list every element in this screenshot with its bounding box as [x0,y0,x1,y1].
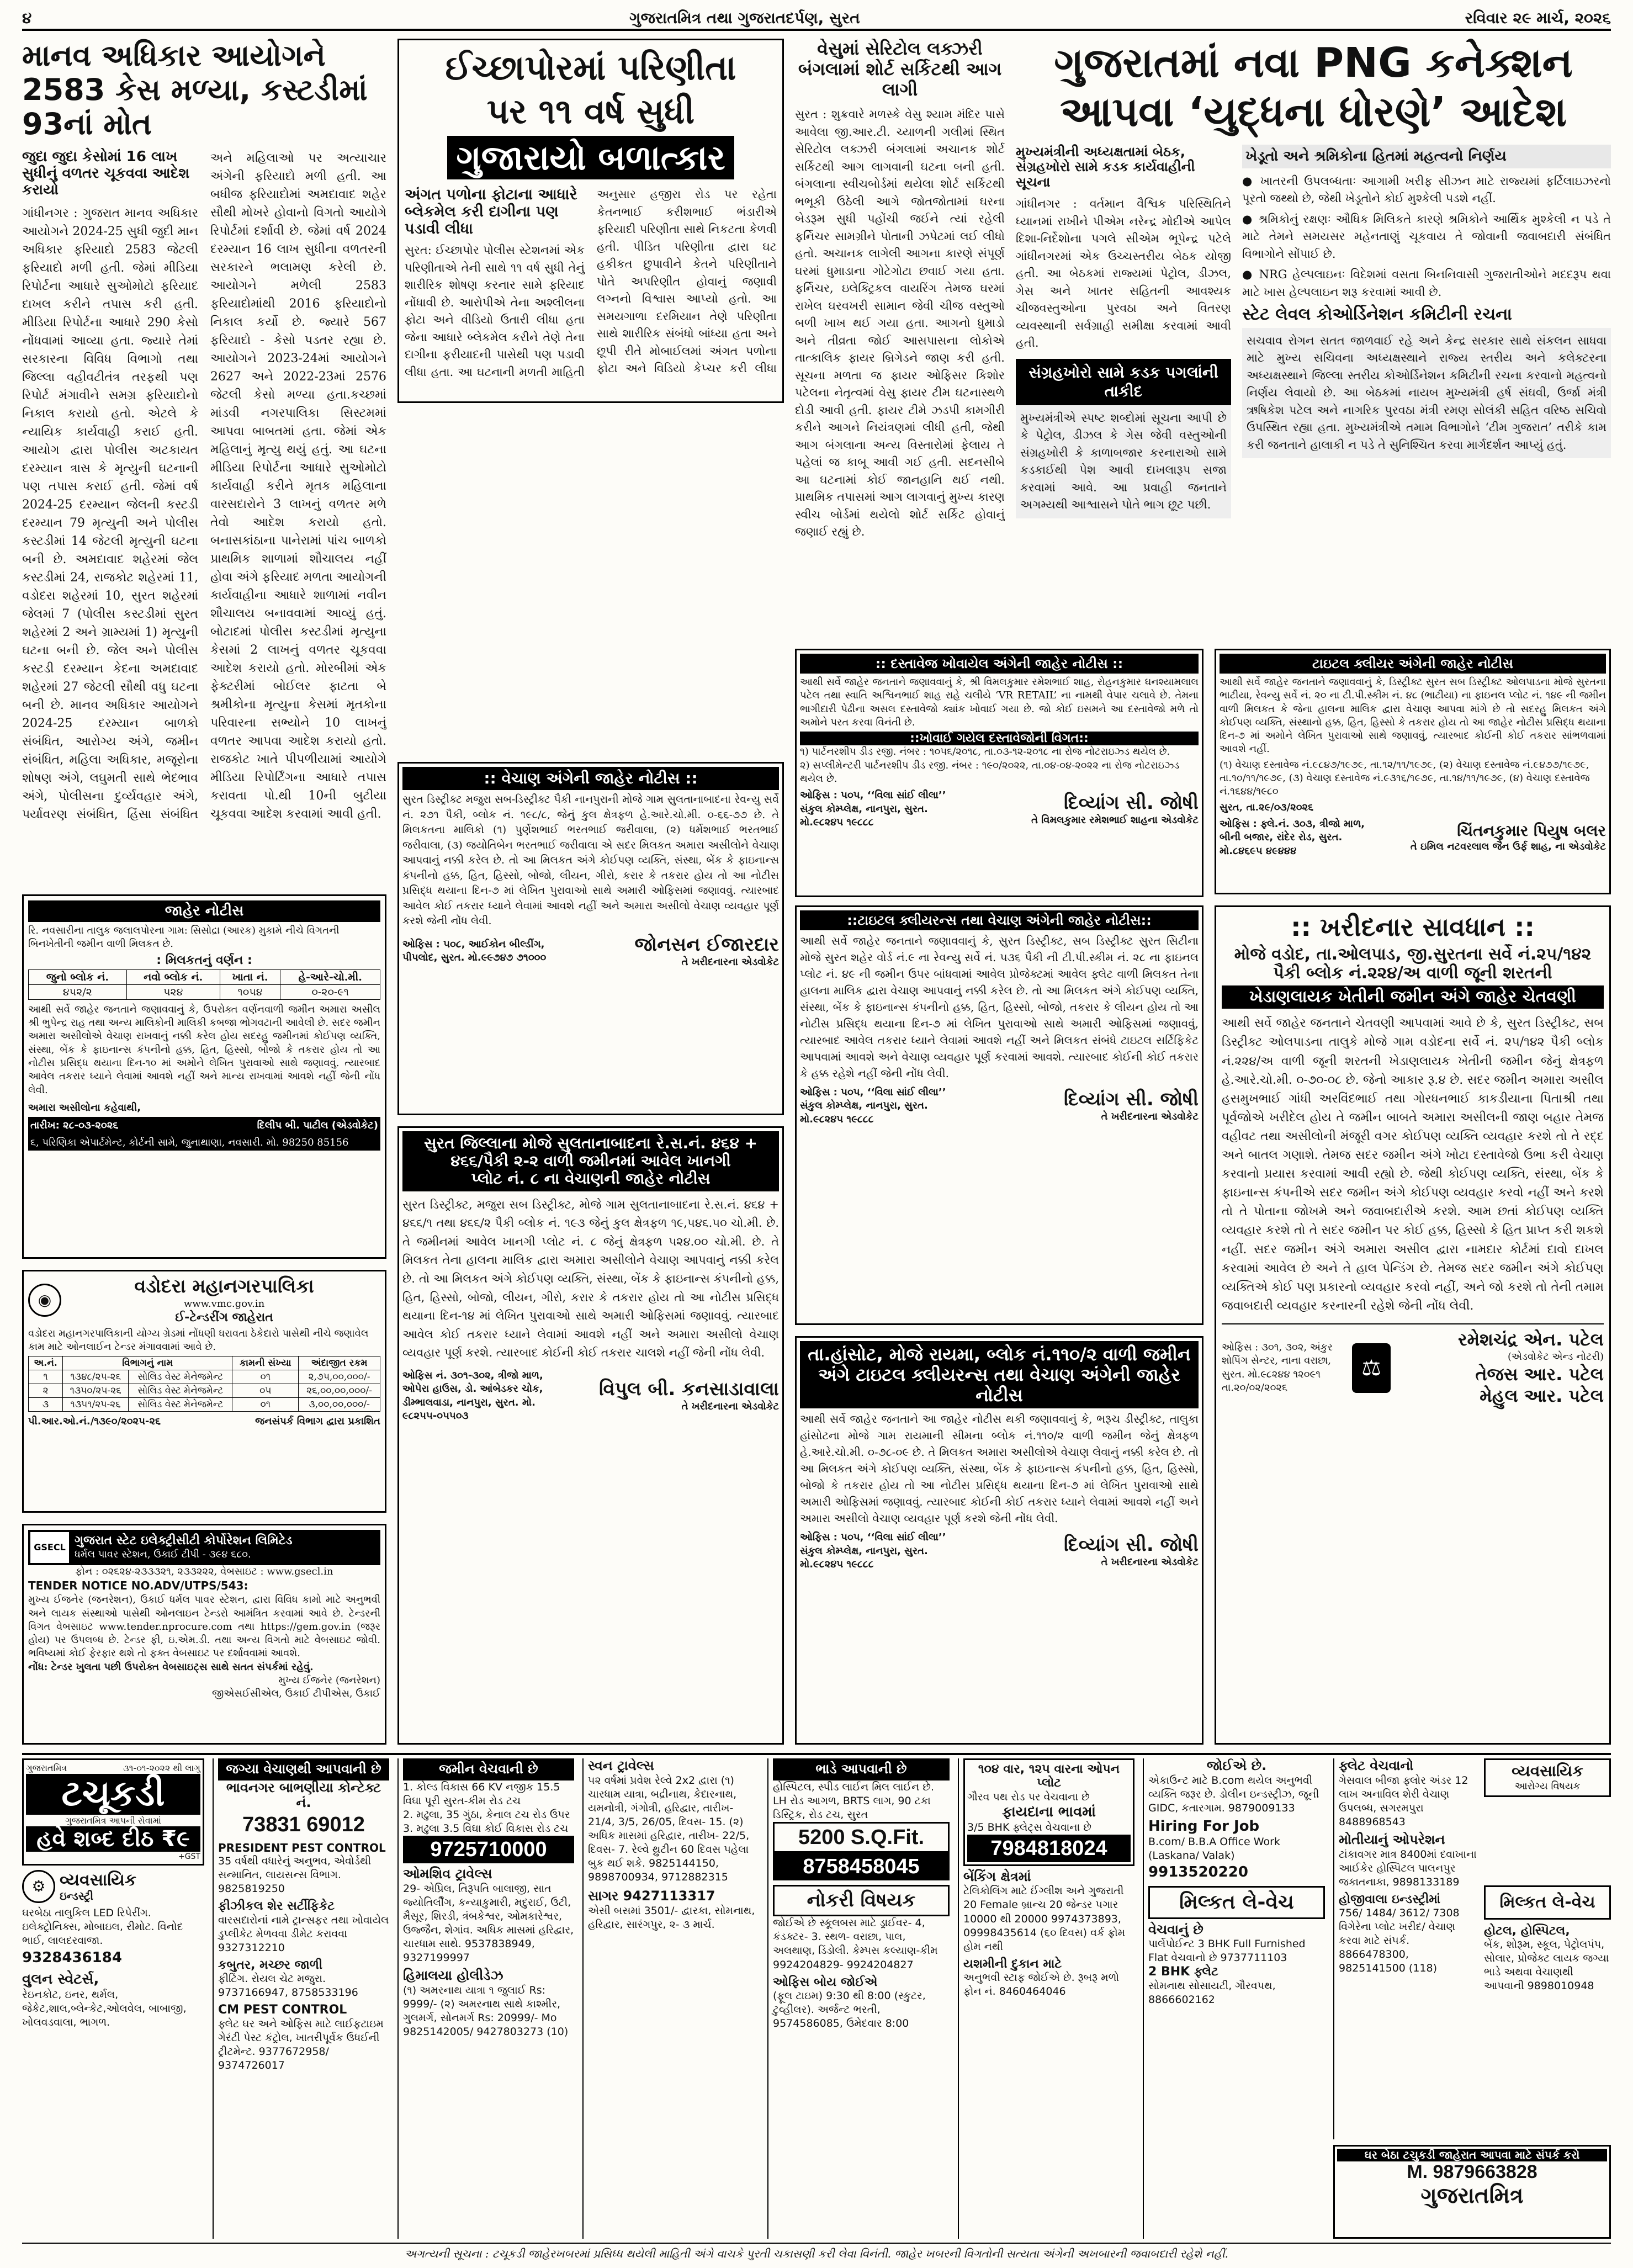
doc-item: ૧) પાર્ટનરશીપ ડીડ રજી. નંબર : ૧૦૫૬/૨૦૧૮, તા.૦૩-૧૨-૨૦૧૮ ના રોજ નોટરાઇઝ્ડ થયેલ છે. [800,746,1170,758]
ad-body: એસી બસમાં 3501/- દ્વારકા, સોમનાથ, હરિદ્વાર, સારંગપુર, ૨- ૩ માર્ચ. [588,1904,755,1931]
table-cell: ૧૩૫૧/૨૫-૨૬ [63,1398,129,1412]
advocate-desig: તે ખરીદનારના એડવોકેટ [681,1401,779,1413]
ad-title: કબુતર, મચ્છર જાળી [218,1958,323,1972]
ad-title: જગ્યા વેચાણથી આપવાની છે [218,1758,389,1781]
notice-raiya-land [795,1336,1203,1745]
headline-line: પર ૧૧ વર્ષ સુધી [486,91,695,132]
notice-title: :: વેચાણ અંગેની જાહેર નોટીસ :: [402,767,779,790]
advocate-desig: તે વિમલકુમાર રમેશભાઈ શાહના એડવોકેટ [1031,814,1199,826]
tender-table [28,1356,380,1412]
advocate-name: દિવ્યાંગ સી. જોષી [1064,1088,1199,1111]
table-cell: ૨ [29,1384,63,1398]
brand-logo: ગુજરાતમિત્ર [1420,2183,1524,2208]
bullet: ● NRG હેલ્પલાઇનઃ વિદેશમાં વસતા બિનનિવાસી ગુજરાતીઓને મદદરૂપ થવા માટે ખાસ હેલ્પલાઇન શરૂ કરવામાં આવી છે. [1242,268,1611,299]
story-body-2: સચવાવ રોગન સતત જાળવાઈ રહે અને કેન્દ્ર સરકાર સાથે સંકલન સાધવા માટે મુખ્ય સચિવના અધ્યક્ષસ્થાને રાજ્ય સ્તરીય અને કલેક્ટરના અધ્યક્ષસ્થાને જિલ્લા સ્તરીય કોઓર્ડિનેશન કમિટીની રચના કરવાનો મહત્વનો નિર્ણય લેવાયો છે. આ બેઠકમાં નાયબ મુખ્યમંત્રી હર્ષ સંઘવી, ઉર્જા મંત્રી ઋષિકેશ પટેલ અને નાગરિક પુરવઠા મંત્રી રમણ સોલંકી સહિત વરિષ્ઠ સચિવો ઉપસ્થિત રહ્યા હતા. મુખ્યમંત્રીએ તમામ વિભાગોને ‘ટીમ ગુજરાત’ તરીકે કામ કરી જનતાને હાલાકી ન પડે તે સુનિશ્ચિત કરવા માર્ગદર્શન આપ્યું હતું. [1242,328,1611,459]
ad-title: બેંકિંગ ક્ષેત્રમાં [963,1868,1031,1884]
ad-body: B.com/ B.B.A Office Work (Laskana/ Valak) [1148,1835,1280,1862]
ad-title: ઓમશિવ ટ્રાવેલ્સ [403,1866,492,1882]
ad-title: હોટલ, હોસ્પિટલ, [1484,1923,1570,1938]
paper-name: ગુજરાતમિત્ર તથા ગુજરાતદર્પણ, સુરત [629,9,860,27]
ad-body: ગેસવાલ બીજા ફ્લોર અંડર 12 લાખ અનાવિલ શેરી વેચાણ ઉપલબ્ધ, સગરમપુરા 8488968543 [1339,1774,1468,1828]
notice-office: ઓફિસ : ફ્લે.નં. ૩૦૩, ત્રીજો માળ, બીની બજાર, રાંદેર રોડ, સુરત. મો.૮૪૬૯૫ ૪૯૪૪૪ [1220,818,1365,857]
headline-line: ઈચ્છાપોરમાં પરિણીતા [445,47,736,88]
story-kicker: અંગત પળોના ફોટાના આધારે બ્લેકમેલ કરી દાગીના પણ પડાવી લીધા [405,186,577,238]
ad-title: જોઈએ છે. [1206,1758,1267,1773]
classified-col [1143,1758,1325,2239]
classified-col [582,1758,759,2239]
org-phone: ફોન : ૦૨૬૨૪-૨૩૩૩૨૧, ૨૩૩૨૨૨, વેબસાઇટ : www.gsecl.in [75,1566,333,1577]
notice-sale-1 [397,762,784,1115]
pro-dept: જનસંપર્ક વિભાગ દ્વારા પ્રકાશિત [255,1416,380,1428]
bullet-list [1242,173,1611,301]
ad-phone: 9913520220 [1148,1863,1248,1880]
notice-office: ઓફિસ : ૫૦૫, ‘‘વિલા સાંઈ લીલા’’ સંકુલ કોમ્પ્લેક્ષ, નાનપુરા, સુરત. મો.૯૮૨૪૫ ૧૯૮૮૮ [800,1532,946,1570]
tukdi-price: હવે શબ્દ દીઠ ₹૯ [26,1826,200,1852]
category-sub: આરોગ્ય વિષયક [1514,1781,1581,1793]
table-cell: ૩,૦૦,૦૦,૦૦૦/- [299,1398,380,1412]
box-title: સંગ્રહખોરો સામે કડક પગલાંની તાકીદ [1016,359,1231,405]
ad-title: મોતીયાનું ઓપરેશન [1339,1831,1445,1847]
advocate-name: મેહુલ આર. પટેલ [1480,1385,1604,1407]
title-line: સુરત જિલ્લાના મોજે સુલતાનાબાદના રે.સ.નં. ૪૬૪ + [423,1134,758,1152]
ad-body: ટેલિકોલિંગ માટે ઈંગ્લીશ અને ગુજરાતી 20 Female બ્રાન્ચ 20 જેન્ડર પગાર 10000 થી 20000 9974373893, 09998435614 (૬૦ દિવસ) વર્ક ફ્રોમ હોમ નથી [963,1885,1126,1953]
ad-body: હોસ્પિટલ, સ્પીડ લાઈન મિલ લાઈન છે. LH રોડ આગળ, BRTS લાગ, 90 ટકા ડિસ્ટ્રિક, રોડ ટચ, સુરત [773,1781,935,1821]
ad-title: વેચવાનું છે [1148,1921,1203,1937]
classified-col [1333,1758,1611,2139]
notice-public [22,894,386,1259]
advocate-desig: તે ખરીદનારના એડવોકેટ [1101,1111,1199,1123]
notice-office: ઓફિસ : ૩૦૧, ૩૦૨, અંકુર શોપિંગ સેન્ટર, નાના વરાછા, સુરત. મો.૯૮૨૪૪ ૧૨૦૯૧ તા.૨૦/૦૨/૨૦૨૬ [1222,1341,1333,1393]
ad-title: જમીન વેચવાની છે [403,1758,574,1781]
advocate-name: દિલીપ બી. પાટીલ (એડવોકેટ) [257,1120,378,1132]
notice-title: જાહેર નોટીસ [28,900,380,922]
ad-phone: 73831 69012 [242,1813,365,1836]
doc-item: ૨) સપ્લીમેન્ટરી પાર્ટનરશીપ ડીડ રજી. નંબર : ૧૯૦/૨૦૨૨, તા.૦૪-૦૪-૨૦૨૨ ના રોજ નોટરાઇઝ્ડ થયેલ છે. [800,759,1180,785]
ad-body: જોઈએ છે સ્કૂલબસ માટે ડ્રાઈવર- 4, કંડક્ટર- 3. સ્થળ- વરાછા, પાલ, અલથાણ, ડિંડોલી. કેમ્પસ કલ્યાણ-કીમ 9924204829- 9924204827 [773,1917,938,1971]
ad-title: હોજીવાલા ઇન્ડસ્ટ્રીમાં [1339,1892,1441,1906]
ad-title: સાગર 9427113317 [588,1888,715,1904]
ad-body: (ફૂલ ટાઇમ) 9:30 થી 8:00 (સ્કુટર, ટુવ્હીલર). અર્જન્ટ ભરતી, 9574586085, ઉમેદવાર 8:00 [773,1989,926,2030]
notice-body: આથી સર્વે જાહેર જનતાને જણાવવાનું કે, ડિસ્ટ્રીક્ટ સુરત સબ ડિસ્ટ્રીક્ટ ઓલપાડના મોજે સુરતના ભાટીયા, રેવન્યુ સર્વે નં. ૨૦ ના ટી.પી.સ્કીમ નં. ૪૮ (ભાટીયા) ના ફાઇનલ પ્લોટ નં. ૧૪૯ ની જમીન વાળી મિલકત કે જેના હાલના માલિક દ્વારા વેચાણ આપવા માંગે છે તો સદરહુ મિલકત અંગે કોઈપણ વ્યક્તિ, સંસ્થાનો હક્ક, હિત, હિસ્સો કે તકરાર હોય તો આ જાહેર નોટીસ પ્રસિદ્ધ થયાના દિન-૭ માં અમોને લેખિત પુરાવાઓ સાથે જણાવવું, ત્યારબાદ કોઈની કોઈ તકરાર સાંભળવામાં આવશે નહીં. [1220,676,1606,755]
tender-body: મુખ્ય ઈજનેર (જનરેશન), ઉકાઈ ધર્મલ પાવર સ્ટેશન, દ્વારા વિવિધ કામો માટે અનુભવી અને લાયક સંસ્થાઓ પાસેથી ઓનલાઇન ટેન્ડરો આમંત્રિત કરવામાં આવે છે. ટેન્ડરની વિગત વેબસાઇટ www.tender.nprocure.com તથા https://gem.gov.in (જરૂર હોય) પર ઉપલબ્ધ છે. ટેન્ડર ફી, ઇ.એમ.ડી. તથા અન્ય વિગતો માટે વેબસાઇટ જોવી. ભવિષ્યમાં કોઈ ફેરફાર થશે તો ફક્ત વેબસાઇટ પર દર્શાવવામાં આવશે. [28,1594,380,1660]
category-title: વ્યવસાયિક [60,1870,136,1890]
tukdi-tag: ગુજરાતમિત્ર આપની સેવામાં [65,1815,161,1826]
col-header: જુનો બ્લોક નં. [29,969,127,984]
notice-title-clearance [795,905,1203,1325]
ad-title: ફ્લેટ વેચવાનો [1339,1758,1414,1773]
category-title: નોકરી વિષયક [773,1885,950,1916]
ad-body: 35 વર્ષથી વધારેનું અનુભવ, એવોર્ડથી સન્માનિત, લાયસન્સ વિભાગ. 9825819250 [218,1855,372,1895]
table-cell: ૩ [29,1398,63,1412]
notice-body: આથી સર્વે જાહેર જનતાને ચેતવણી આપવામાં આવે છે કે, સુરત ડિસ્ટ્રીક્ટ, સબ ડિસ્ટ્રીક્ટ ઓલપાડના તાલુકે મોજે ગામ વડોદના સર્વે નં. ૨૫/૧૪૨ પૈકી બ્લોક નં.૨૨૪/અ વાળી જૂની શરતની ખેડાણલાયક ખેતીની જમીન જેનું ક્ષેત્રફળ હે.આરે.ચો.મી. ૦-૭૦-૦૮ છે. જેનો આકાર રૂ.૪ છે. સદર જમીન અમારા અસીલ હસમુખભાઈ ગાંધી અરવિંદભાઈ તથા ગોરધનભાઈ કાકડીયાના પિતાશ્રી તથા પૂર્વજોએ ખરીદેલ હોય તે જમીન બાબતે અમારા અસીલની જાણ બહાર તેમજ વહીવટ તથા અસીલોની મંજૂરી વગર કોઈપણ વ્યક્તિ વ્યવહાર કરશે તો તે રદ્દ અને બાતલ ગણાશે. તેમજ સદર જમીન અંગે ખોટા દસ્તાવેજો ઉભા કરી વેચાણ કરવાનો પ્રયાસ કરવામાં આવી રહ્યો છે. જેથી કોઈપણ વ્યક્તિ, સંસ્થા, બેંક કે ફાઇનાન્સ કંપનીએ સદર જમીન અંગે કોઈપણ વ્યવહાર કરવો નહીં અને કરશે તો તે પોતાના જોખમે અને જવાબદારીએ કરશે. આમ છતાં કોઈપણ વ્યક્તિ વ્યવહાર કરશે તો તે સદર જમીન પર કોઈ હક્ક, હિસ્સો કે હિત પ્રાપ્ત કરી શકશે નહીં. સદર જમીન અંગે અમારા અસીલ દ્વારા નામદાર કોર્ટમાં દાવો દાખલ કરવામાં આવેલ છે અને તે હાલ પેન્ડિંગ છે. તેમજ સદર જમીન અંગે કોઈપણ વ્યક્તિએ કોઈ પણ પ્રકારનો વ્યવહાર કરવો નહીં, અને જો કરશે તો તેની તમામ જવાબદારી વ્યવહાર કરનારની રહેશે જેની નોંધ લેવી. [1222,1016,1604,1313]
pro-number: પી.આર.ઓ.નં./૧૩૯૦/૨૦૨૫-૨૬ [28,1416,161,1428]
ad-phone: 9725710000 [403,1836,574,1863]
category-sub: ઇન્ડસ્ટ્રી [60,1889,94,1903]
table-cell: ૨૬,૦૦,૦૦,૦૦૦/- [299,1384,380,1398]
story-png [1016,39,1611,640]
notice-title: તા.હાંસોટ, મોજે રાયમા, બ્લોક નં.૧૧૦/૨ વાળી જમીન અંગે ટાઇટલ ક્લીયરન્સ તથા વેચાણ અંગેની જાહેર નોટીસ [800,1341,1199,1408]
notice-intro: રિ. નવસારીના તાલુક જલાલપોરના ગામ: સિસોદ્રા (આરક) મુકામે નીચે વિગતની બિનખેતીની જમીન વાળી મિલકત છે. [28,925,340,950]
story-human-rights [22,39,386,883]
col-header: હે-આરે-ચો.મી. [280,969,380,984]
notice-date: સુરત, તા.૨૯/૦૩/૨૦૨૬ [1220,801,1314,813]
story-headline: ગુજરાતમાં નવા PNG કનેક્શન આપવા ‘યુદ્ધના ધોરણે’ આદેશ [1054,39,1573,136]
vmc-emblem-icon: ◉ [28,1284,61,1317]
ad-phone: 9328436184 [22,1949,122,1966]
ad-body: ટાંકાવગર માત્ર 8400માં દવાખાના આઈકેર હોસ્પિટલ પાલનપુર જકાતનાકા, 9898133189 [1339,1848,1477,1888]
table-cell: ૧૩૪૮/૨૫-૨૬ [63,1370,129,1384]
ad-body: વારસદારોનાં નામે ટ્રાન્સફર તથા ખોવાયેલ ડુપ્લીકેટ મેળવવા ડીમેટ કરાવવા 9327312210 [218,1914,389,1954]
ad-body: ઘરબેઠા તાલુકિલ LED રિપેરીંગ. ઇલેક્ટ્રોનિક્સ, મોબાઇલ, રીમોટ. વિનોદ ભાઈ, લાલદરવાજા. [22,1907,183,1947]
ad-phone: 8758458045 [773,1853,950,1880]
notice-office: ઓફિસ : ૫૦૫, ‘‘વિલા સાંઈ લીલા’’ સંકુલ કોમ્પ્લેક્ષ, નાનપુરા, સુરત. મો.૯૮૨૪૫ ૧૯૮૮૮ [800,789,946,828]
notice-body: આથી સર્વે જાહેર જનતાને આ જાહેર નોટીસ થકી જણાવવાનું કે, ભરૂચ ડીસ્ટ્રીક્ટ, તાલુકા હાંસોટના મોજે ગામ રાયમાની સીમના બ્લોક નં.૧૧૦/૨ વાળી જમીન જેનું ક્ષેત્રફળ હે.આરે.ચો.મી. ૦-૭૮-૦૯ છે. તે મિલકત અમારા અસીલોએ વેચાણ લેવાનું નક્કી કરેલ છે. તો આ મિલકત અંગે કોઈપણ વ્યક્તિ, સંસ્થા, બેંક કે ફાઇનાન્સ કંપનીનો હક્ક, હિત, હિસ્સો, બોજો કે તકરાર હોય તો આ નોટીસ પ્રસિદ્ધ થયાના દિન-૭ માં લેખિત પુરાવાઓ સાથે અમારી ઓફિસમાં જણાવવું. ત્યારબાદ કોઈની કોઈ તકરાર ધ્યાને લેવામાં આવશે નહીં અને અમારા અસીલો વેચાણ વ્યવહાર પૂર્ણ કરશે જેની નોંધ લેવી. [800,1412,1199,1525]
ad-sub: 2 BHK ફ્લેટ [1148,1965,1218,1979]
ad-body: ફીટિંગ. રોયલ ચેટ મજુરા. 9737166947, 8758533196 [218,1973,358,1999]
ad-phone: M. 9879663828 [1407,2161,1537,2182]
category-badge [22,1870,204,1903]
org-url[interactable]: www.vmc.gov.in [183,1298,265,1310]
ad-item: 1. કોલ્ડ વિકાસ 66 KV નજીક 15.5 વિઘા પૂરી સુરત-કીમ રોડ ટચ [403,1781,560,1807]
story-headline: વેસુમાં સેરિટોલ લક્ઝરી બંગલામાં શોર્ટ સર્કિટથી આગ લાગી [798,39,1002,100]
col-header: ખાતા નં. [220,969,280,984]
bullet-text: ખાતરની ઉપલબ્ધતાઃ આગામી ખરીફ સીઝન માટે રાજ્યમાં ફર્ટિલાઇઝરનો પૂરતો જથ્થો છે, જેથી ખેડૂતોને કોઈ મુશ્કેલી પડશે નહીં. [1242,174,1611,205]
notice-body: આથી સર્વે જાહેર જનતાને જણાવવાનું કે, ઉપરોક્ત વર્ણનવાળી જમીન અમારા અસીલ શ્રી ભુપેન્દ્ર રાહ તથા અન્ય માલિકોની માલિકી કબજા ભોગવટાની આવેલી છે. સદર જમીન અમારા અસીલોએ વેચાણ રાખવાનું નક્કી કરેલ હોય સદરહુ જમીનમાં કોઈપણ વ્યક્તિ, સંસ્થા, બેંક કે ફાઇનાન્સ કંપનીનો હક્ક, હિત, હિસ્સો, બોજો કે તકરાર હોય તો આ નોટીસ પ્રસિદ્ધ થયાના દિન-૧૦ માં અમોને લેખિત પુરાવાઓ સાથે જણાવવું. ત્યારબાદ આવેલ તકરાર ધ્યાને લેવામાં આવશે નહીં અને માન્ય રાખવામાં આવશે નહીં જેની નોંધ લેવી. [28,1003,380,1096]
notice-body: આથી સર્વે જાહેર જનતાને જણાવવાનું કે, શ્રી વિમલકુમાર રમેશભાઈ શાહ, રોહનકુમાર ઘનશ્યામલાલ પટેલ તથા સ્વાતિ અશ્વિનભાઈ શાહ રાહે ચલીયે ‘VR RETAIL’ ના નામથી વેપાર ચલાવે છે. તેમના ભાગીદારી પેઢીના અસલ દસ્તાવેજો ક્યાંક ખોવાઈ ગયા છે. જો કોઈ ઇસમને આ દસ્તાવેજો મળે તો અમોને પરત કરવા વિનંતી છે. [800,676,1199,728]
gear-icon: ⚙ [22,1870,55,1903]
col-header: અ.નં. [29,1356,63,1370]
table-row [29,1398,380,1412]
subhead: સ્ટેટ લેવલ કોઓર્ડિનેશન કમિટીની રચના [1242,305,1512,325]
ad-title: હિમાલયા હોલીડેઝ [403,1968,503,1984]
ad-phone: 7984818024 [967,1835,1131,1862]
ad-body: બેંક, શોરૂમ, સ્કૂલ, પેટ્રોલપંપ, સોલાર, પ્રોજેક્ટ લાયક જગ્યા ભાડે અથવા વેચાણથી આપવાની 9898010948 [1484,1938,1609,1993]
story-vesu-fire [795,39,1005,640]
notice-office: ઓફિસ : ૫૦૫, ‘‘વિલા સાંઈ લીલા’’ સંકુલ કોમ્પ્લેક્ષ, નાનપુરા, સુરત. મો.૯૮૨૪૫ ૧૯૮૮૮ [800,1087,946,1125]
advocate-desig: તે ઇમિલ નટવરલાલ જૈન ઉર્ફ શાહ, ના એડવોકેટ [1410,841,1606,853]
milkat-badge [1484,1885,1611,1920]
headline-line: ગુજારાયો બળાત્કાર [447,136,734,179]
table-row [29,1370,380,1384]
ad-body: પાર્લેપોઈન્ટ 3 BHK Full Furnished Flat વેચવાનો છે 9737711103 [1148,1938,1306,1964]
table-cell: ૧ [29,1370,63,1384]
notice-body: સુરત ડિસ્ટ્રીક્ટ મજુરા સબ-ડિસ્ટ્રીક્ટ પૈકી નાનપુરાની મોજે ગામ સુલતાનાબાદના રેવન્યુ સર્વે નં. ૨૭૧ પૈકી, બ્લોક નં. ૧૯૮/૮, જેનું કુલ ક્ષેત્રફળ હે.આરે.ચો.મી. ૦-૬૬-૭૭ છે. તે મિલકતના માલિકો (૧) પુર્ણેશભાઈ ભરતભાઈ જરીવાલા, (૨) ધર્મેશભાઈ ભરતભાઈ જરીવાલા, (૩) જયોતિબેન ભરતભાઈ જરીવાલા એ સદર મિલકત અમારા અસીલોને વેચાણ આપવાનું નક્કી કરેલ છે. તો આ મિલકત અંગે કોઈપણ વ્યક્તિ, સંસ્થા, બેંક કે ફાઇનાન્સ કંપનીનો હક્ક, હિત, હિસ્સો, બોજો, લીયન, ગીરો, કરાર કે તકરાર હોય તો આ નોટીસ પ્રસિદ્ધ થયાના દિન-૭ માં લેખિત પુરાવાઓ સાથે અમારી ઓફિસમાં જણાવવું. ત્યારબાદ આવેલ કોઈ તકરાર ધ્યાને લેવામાં આવશે નહીં અને અમારા અસીલો વેચાણ વ્યવહાર પૂર્ણ કરશે જેની નોંધ લેવી. [402,793,779,928]
ad-title: સ્વન ટ્રાવેલ્સ [588,1758,654,1773]
category-badge [1484,1758,1611,1797]
notice-sub: ઈ-ટેન્ડરીંગ જાહેરાત [175,1311,273,1325]
ad-body: ૫૨ વર્ષમાં પ્રવેશ રેલ્વે 2x2 દ્વારા (૧) ચારધામ યાત્રા, બદ્રીનાથ, કેદારનાથ, યમનોત્રી, ગંગોત્રી, હરિદ્વાર, તારીખ- 21/4, 3/5, 26/05, દિવસ- 15. (૨) અધિક માસમાં હરિદ્વાર, તારીખ- 22/5, દિવસ- 7. રેલ્વે થ્રુટીન 60 દિવસ પહેલા બુક થઈ શકે. 9825144150, 9898700934, 9712882315 [588,1774,750,1884]
col-header: અંદાજીત રકમ [299,1356,380,1370]
ad-body: સોમનાથ સોસાયટી, ગૌરવપથ, 8866602162 [1148,1979,1276,2006]
ad-title: CM PEST CONTROL [218,2003,347,2017]
ad-title: ભાડે આપવાની છે [773,1758,950,1781]
classified-col [22,1758,204,2239]
advocate-name: ચિંતનકુમાર પિયુષ બલર [1457,822,1606,840]
ad-title: Hiring For Job [1148,1817,1260,1835]
notice-lost-documents [795,649,1203,897]
advocate-name: વિપુલ બી. કનસાડાવાલા [599,1378,779,1401]
notice-title-clear [1215,649,1611,894]
advocate-name: રમેશચંદ્ર એન. પટેલ [1458,1328,1604,1350]
tukdi-gst: +GST [178,1852,200,1861]
ad-body: 29- એપ્રિલ, તિરૂપતિ બાલાજી, સાત જ્યોતિર્લીંગ, કન્યાકુમારી, મદુરાઈ, ઉટી, મૈસૂર, શિરડી, ત્રંબકેશ્વર, ઓમકારેશ્વર, ઉજ્જૈન, શેગાંવ. અધિક માસમાં હરિદ્વાર, ચારધામ સાથે. 9537838949, 9327199997 [403,1882,574,1964]
org-name: વડોદરા મહાનગરપાલિકા [134,1275,314,1297]
tender-number: TENDER NOTICE NO.ADV/UTPS/543: [28,1579,248,1593]
notice-sub: અમારા અસીલોના કહેવાથી, [28,1101,141,1114]
table-cell: સોલિડ વેસ્ટ મેનેજમેન્ટ [129,1384,232,1398]
classified-col [958,1758,1134,2239]
notice-sub: મોજે વડોદ, તા.ઓલપાડ, જી.સુરતના સર્વે નં.૨૫/૧૪૨ [1234,944,1592,964]
classifieds-section [22,1753,1611,2239]
advocate-name: જોનસન ઈજારદાર [634,933,779,956]
ad-body: રેઇનકોટ, ઇનર, થર્મલ, જેકેટ,શાલ,બ્લેન્કેટ,ઓલવેલ, બાબાજી, ખોલવડવાલા, ભાગળ. [22,1988,187,2028]
story-headline [405,46,777,179]
notice-office: ૬, પરિણિકા એપાર્ટમેન્ટ, કોર્ટની સામે, જુનાથાણા, નવસારી. મો. 98250 85156 [28,1135,380,1151]
property-table [28,969,380,1000]
ad-sub: ફાયદાના ભાવમાં [1001,1803,1096,1820]
list-title: ::ખોવાઈ ગયેલ દસ્તાવેજોની વિગત:: [800,732,1199,745]
title-line: પ્લોટ નં. ૮ ના વેચાણની જાહેર નોટીસ [471,1169,711,1188]
story-body: સુરત : શુક્રવારે મળસ્કે વેસુ શ્યામ મંદિર પાસે આવેલા જી.આર.ટી. ચ્યાળની ગલીમાં સ્થિત સેરિટોલ લક્ઝરી બંગલામાં અચાનક શોર્ટ સર્કિટથી આગ લાગવાની ઘટના બની હતી. બંગલાના સ્વીચબોર્ડમાં થયેલા શોર્ટ સર્કિટથી ભભૂકી ઉઠેલી આગે જોતજોતામાં ઘરના બેડરૂમ સુધી પહોંચી જઈને ત્યાં રહેલી ફર્નિચર સામગ્રીને પોતાની ઝપેટમાં લઈ લીધો હતો. અચાનક લાગેલી આગના કારણે સંપૂર્ણ ઘરમાં ધુમાડાના ગોટેગોટા છવાઈ ગયા હતા. ફર્નિચર, ઇલેક્ટ્રિકલ વાયરિંગ તેમજ ઘરમાં રાખેલ ઘરવખરી સામાન જેવી ચીજ વસ્તુઓ બળી ખાખ થઈ ગયા હતા. આગનો ધુમાડો અને તીવ્રતા જોઈ આસપાસના લોકોએ તાત્કાલિક ફાયર બ્રિગેડને જાણ કરી હતી. સૂચના મળતા જ ફાયર ઓફિસર કિશોર પટેલના નેતૃત્વમાં વેસુ ફાયર ટીમ ઘટનાસ્થળે દોડી આવી હતી. ફાયર ટીમે ઝડપી કામગીરી કરીને આગને નિયંત્રણમાં લીધી હતી, જેથી આગ બંગલાના અન્ય વિસ્તારોમાં ફેલાય તે પહેલાં જ કાબૂ આવી ગઈ હતી. સદનસીબે આ ઘટનામાં કોઈ જાનહાનિ થઈ નથી. પ્રાથમિક તપાસમાં આગ લાગવાનું મુખ્ય કારણ સ્વીચ બોર્ડમાં થયેલો શોર્ટ સર્કિટ હોવાનું જણાઈ રહ્યું છે. [795,108,1005,539]
gsecl-tender [22,1524,386,1745]
footer-note: અગત્યની સૂચના : ટચૂકડી જાહેરખબરમાં પ્રસિધ્ધ થયેલી માહિતી અંગે વાચકે પુરતી ચકાસણી કરી લેવા વિનંતી. જાહેર ખબરની વિગતોની સત્યતા અંગેની અખબારની જવાબદારી રહેશે નહીં. [22,2243,1611,2265]
gsecl-logo-icon: GSECL [30,1532,69,1563]
story-headline: માનવ અધિકાર આયોગને 2583 કેસ મળ્યા, કસ્ટડીમાં 93નાં મોત [22,39,368,142]
tender-sign-2: જીએસઈસીએલ, ઉકાઈ ટીપીએસ, ઉકાઈ [211,1688,380,1700]
table-cell: ૫૨૪ [126,984,220,999]
story-body: સુરત: ઈચ્છાપોર પોલીસ સ્ટેશનમાં એક પરિણીતાએ તેની સાથે ૧૧ વર્ષ સુધી તેનું શારીરિક શોષણ કરનાર સામે ફરિયાદ નોંધાવી છે. આરોપીએ તેના અશ્લીલના ફોટા અને વીડિયો ઉતારી લીધા હતા જેના આધારે બ્લેકમેલ કરીને તેણે તેના દાગીના ફરીયાદની પાસેથી પણ પડાવી લીધા હતા. આ ઘટનાની મળતી માહિતી અનુસાર હજીરા રોડ પર રહેતા કેતનભાઈ કરીશભાઈ ભંડારીએ ફરિયાદી પરિણીતા સાથે નિકટતા કેળવી હતી. પીડિત પરિણીતા દ્વારા ઘટ હકીકત છુપાવીને કેતને પરિણીતાને પોતે અપરિણીત હોવાનું જણાવી લગ્નનો વિશ્વાસ આપ્યો હતો. આ સમયગાળા દરમિયાન તેણે પરિણીતા સાથે શારીરિક સંબંધો બાંધ્યા હતા અને છૂપી રીતે મોબાઈલમાં અંગત પળોના ફોટા અને વિડિયો કેપ્ચર કરી લીધા [405,188,777,379]
table-cell: ૪૫૨/૨ [29,984,127,999]
table-cell: સોલિડ વેસ્ટ મેનેજમેન્ટ [129,1370,232,1384]
tender-sign: મુખ્ય ઈજનેર (જનરેશન) [278,1674,380,1687]
classified-col [397,1758,574,2239]
scale-logo-icon: ⚖ [1352,1343,1391,1393]
ad-body: ગૌરવ પથ રોડ પર વેચવાના છે [967,1790,1090,1803]
notice-buyer-beware [1215,905,1611,1745]
org-name: ગુજરાત સ્ટેટ ઇલેક્ટ્રીસીટી કોર્પોરેશન લિમિટેડ [75,1534,293,1548]
tukdi-title: ટચૂકડી [26,1774,200,1815]
tender-note: નોંધ: ટેન્ડર ખુલતા પછી ઉપરોક્ત વેબસાઇટ્સ સાથે સતત સંપર્કમાં રહેવું. [28,1661,314,1673]
ad-body: (૧) અમરનાથ યાત્રા ૧ જુલાઈ Rs: 9999/- (૨) અમરનાથ સાથે કાશ્મીર, ગુલમર્ગ, સોનમર્ગ Rs: 20999/- Mo 9825142005/ 9427803273 (10) [403,1984,569,2038]
advocate-name: દિવ્યાંગ સી. જોષી [1064,791,1199,814]
category-title: મિલ્કત લે-વેચ [1148,1886,1325,1919]
ad-title: ઓફિસ બોય જોઈએ [773,1975,878,1989]
col-header: નવો બ્લોક નં. [126,969,220,984]
notice-title: ટાઇટલ ક્લીયર અંગેની જાહેર નોટીસ [1220,654,1606,674]
advocate-desig: તે ખરીદનારના એડવોકેટ [681,956,779,968]
subhead: ખેડૂતો અને શ્રમિકોના હિતમાં મહત્વનો નિર્ણય [1242,145,1611,168]
notice-body: આથી સર્વે જાહેર જનતાને જણાવવાનું કે, સુરત ડિસ્ટ્રીક્ટ, સબ ડિસ્ટ્રીક્ટ સુરત સિટીના મોજે સુરત શહેર વોર્ડ નં.૯ ના રેવન્યુ સર્વે નં. ૫૩૬ પૈકી ની ટી.પી.સ્કીમ નં. ૨૮ ના ફાઇનલ પ્લોટ નં. ૪૯ ની જમીન ઉપર બાંધવામાં આવેલ પ્રોજેક્ટમાં આવેલ ફ્લેટ વાળી મિલકત તેના હાલના માલિક દ્વારા વેચાણ આપવાનું નક્કી કરેલ છે. તો આ મિલકત અંગે કોઈપણ વ્યક્તિ, સંસ્થા, બેંક કે ફાઇનાન્સ કંપનીનો હક્ક, હિત, હિસ્સો, બોજો, તકરાર કે લીયન હોય તો આ નોટીસ પ્રસિદ્ધ થયાના દિન-૭ માં લેખિત પુરાવાઓ સાથે અમારી ઓફિસમાં જણાવવું, ત્યારબાદ આવેલ તકરાર ધ્યાને લેવામાં આવશે નહીં અને મિલકત સંબંધે ટાઇટલ સર્ટિફિકેટ આપવામાં આવશે અને વેચાણ વ્યવહાર પૂર્ણ કરવામાં આવશે. ત્યારબાદ કોઈની કોઈ તકરાર કે હક્ક રહેશે નહીં જેની નોંધ લેવી. [800,934,1199,1080]
bullet: ● શ્રમિકોનું રક્ષણઃ ઔધિક મિલિકતે કારણે શ્રમિકોને આર્થિક મુશ્કેલી ન પડે તે માટે તેમને સમયસર મહેનતાણું ચૂકવાય તે જોવાની જવાબદારી સંબંધિત વિભાગોને સોંપાઈ છે. [1242,212,1611,261]
brand: ગુજરાતમિત્ર [26,1763,67,1773]
ad-body: અનુભવી સ્ટાફ જોઈએ છે. રૂબરૂ મળો ફોન નં. 8460464046 [963,1972,1120,1998]
ad-title: વુલન સ્વેટર્સ, [22,1970,99,1988]
table-cell: ૦૧ [232,1370,299,1384]
title-line: ૪૬૬/પૈકી ૨-૨ વાળી જમીનમાં આવેલ ખાનગી [450,1152,731,1170]
advocate-name: તેજસ આર. પટેલ [1475,1364,1604,1385]
notice-title: :: ખરીદનાર સાવધાન :: [1291,912,1535,942]
table-title: : મિલકતનું વર્ણન : [156,953,252,967]
classified-col [767,1758,950,2239]
effective-date: ૩૧-૦૧-૨૦૨૨ થી લાગુ [123,1763,200,1773]
notice-sub: ખેડાણલાયક ખેતીની જમીન અંગે જાહેર ચેતવણી [1222,985,1604,1009]
table-cell: ૦-૨૦-૯૧ [280,984,380,999]
ad-item: 2. મઢુલા, 35 ગુંઠા, કેનાલ ટચ રોડ ઉપર [403,1808,570,1821]
ad-body: ભાવનગર બાભણીયા કોન્ટેક્ટ નં. [226,1779,381,1811]
vmc-tender [22,1270,386,1513]
classified-col [213,1758,389,2239]
story-ichhapor [397,39,784,403]
ad-body: 3/5 BHK ફ્લેટ્સ વેચવાના છે [967,1821,1091,1834]
page-number: ૪ [22,9,32,27]
ad-title: ૧૦૪ વાર, ૧૨૫ વારના ઓપન પ્લોટ [978,1762,1120,1790]
notice-sub: પૈકી બ્લોક નં.૨૨૪/અ વાળી જૂની શરતની [1273,963,1552,983]
ad-item: 3. મઢુલા 3.5 વિઘા કોઈ વિકાસ રોડ ટચ [403,1822,569,1835]
ad-body: ફ્લેટ ઘર અને ઓફિસ માટે લાઈફટાઇમ ગેરંટી પેસ્ટ કંટ્રોલ, ખાતરીપૂર્વક ઉધઈની ટ્રીટમેન્ટ. 9377672958/ 9374726017 [218,2017,384,2071]
category-title: વ્યવસાયિક [1512,1762,1583,1780]
bullet: ● ખાતરની ઉપલબ્ધતાઃ આગામી ખરીફ સીઝન માટે રાજ્યમાં ફર્ટિલાઇઝરનો પૂરતો જથ્થો છે, જેથી ખેડૂતોને કોઈ મુશ્કેલી પડશે નહીં. [1242,174,1611,205]
ad-title: યશમીની દુકાન માટે [963,1957,1062,1971]
bullet-text: NRG હેલ્પલાઇનઃ વિદેશમાં વસતા બિનનિવાસી ગુજરાતીઓને મદદરૂપ થવા માટે ખાસ હેલ્પલાઇન શરૂ કરવામાં આવી છે. [1242,268,1611,299]
notice-office: ઓફિસ નં. ૩૦૧-૩૦૨, ત્રીજો માળ, ઓપેરા હાઉસ, ડો. આંબેડકર ચોક, ડીમ્ભાલવાડા, નાનપુરા, સુરત. મો. ૯૮૨૫૫-૦૫૫૦૩ [402,1369,543,1422]
category-title: મિલ્કત લે-વેચ [1499,1892,1595,1912]
notice-list: (૧) વેચાણ દસ્તાવેજ નં.૯૮૪૭/૧૯૭૯, તા.૧૨/૧૧/૧૯૭૯, (૨) વેચાણ દસ્તાવેજ નં.૯૪૭૭/૧૯૭૯, તા.૧૦/૧૧/૧૯૭૯, (૩) વેચાણ દસ્તાવેજ નં.૯૩૧૬/૧૯૭૯, તા.૧૪/૧૧/૧૯૭૯, (૪) વેચાણ દસ્તાવેજ નં.૧૬૪૪/૧૯૮૦ [1220,759,1590,798]
table-cell: ૧૦૫૪ [220,984,280,999]
ad-title: PRESIDENT PEST CONTROL [218,1841,386,1855]
col-header: કામની સંખ્યા [232,1356,299,1370]
page-header [22,6,1611,31]
notice-title: ::ટાઇટલ ક્લીયરન્સ તથા વેચાણ અંગેની જાહેર નોટીસ:: [800,910,1199,930]
table-cell: ૧૩૫૦/૨૫-૨૬ [63,1384,129,1398]
org-address: ધર્મલ પાવર સ્ટેશન, ઉકાઈ ટીપી - ૩૯૪ ૬૮૦. [75,1548,251,1560]
box-body: મુખ્યમંત્રીએ સ્પષ્ટ શબ્દોમાં સૂચના આપી છે કે પેટ્રોલ, ડીઝલ કે ગેસ જેવી વસ્તુઓની સંગ્રહખોરી કે કાળાબજાર કરનારાઓ સામે કડકાઈથી પેશ આવી દાખલારૂપ સજા કરવામાં આવે. આ પ્રવાહી જનતાને અગમ્યથી આશ્વાસને પોતે ભાગ છૂટ પછી. [1016,405,1231,518]
ad-area: 5200 S.Q.Fit. [773,1822,950,1853]
table-row [29,1384,380,1398]
table-cell: ૨,૭૫,૦૦,૦૦૦/- [299,1370,380,1384]
col-header: વિભાગનું નામ [63,1356,232,1370]
notice-title [402,1131,779,1191]
notice-date: તારીખ: ૨૮-૦૩-૨૦૨૬ [30,1120,119,1132]
table-cell: સોલિડ વેસ્ટ મેનેજમેન્ટ [129,1398,232,1412]
ghar-betha-box [1333,2145,1611,2239]
bullet-text: શ્રમિકોનું રક્ષણઃ ઔધિક મિલિકતે કારણે શ્રમિકોને આર્થિક મુશ્કેલી ન પડે તે માટે તેમને સમયસર મહેનતાણું ચૂકવાય તે જોવાની જવાબદારી સંબંધિત વિભાગોને સોંપાઈ છે. [1242,212,1611,261]
advocate-desig: (એડવોકેટ એન્ડ નોટરી) [1508,1350,1604,1363]
ad-title: ફીઝીકલ શેર સર્ટીફિકેટ [218,1899,335,1914]
story-kicker: જુદા જુદા કેસોમાં 16 લાખ સુધીનું વળતર ચૂકવવા આદેશ કરાયો [22,149,190,199]
notice-body: વડોદરા મહાનગરપાલિકાની યોગ્ય ગ્રેડમાં નોંધણી ધરાવતા ઠેકેદારો પાસેથી નીચે જણાવેલ કામ માટે ઓનલાઈન ટેન્ડર મંગાવવામાં આવે છે. [28,1327,369,1353]
notice-sale-2 [397,1126,784,1745]
ad-title: ઘર બેઠા ટચુકડી જાહેરાત આપવા માટે સંપર્ક કરો [1337,2149,1607,2161]
story-body: ગાંધીનગર : ગુજરાત માનવ અધિકાર આયોગને 2024-25 સુધી જુદી માન અધિકાર ફરિયાદો 2583 જેટલી ફરિયાદો મળી હતી. જેમાં મીડિયા રિપોર્ટના આધારે સુઓમોટો ફરિયાદ દાખલ કરીને તપાસ કરી હતી. મીડિયા રિપોર્ટના આધારે 290 કેસો નોંધવામાં આવ્યા હતા. જ્યારે તેમાં સરકારના વિવિધ વિભાગો તથા જિલ્લા વહીવટીતંત્ર તરફથી પણ રિપોર્ટ મંગાવીને સમગ્ર ફરિયાદોનો નિકાલ કરાયો હતો. એટલે કે ન્યાયિક કાર્યવાહી કરાઈ હતી. આયોગ દ્વારા પોલીસ અટકાયત દરમ્યાન ત્રાસ કે મૃત્યુની ઘટનાની પણ તપાસ કરાઈ હતી. જેમાં વર્ષ 2024-25 દરમ્યાન જેલની કસ્ટડી દરમ્યાન 79 મૃત્યુની અને પોલીસ કસ્ટડીમાં 14 જેટલી મૃત્યુની ઘટના બની છે. અમદાવાદ શહેરમાં જેલ કસ્ટડીમાં 24, રાજકોટ શહેરમાં 11, વડોદરા શહેરમાં 10, સુરત શહેરમાં જેલમાં 7 (પોલીસ કસ્ટડીમાં સુરત શહેરમાં 2 અને ગ્રામ્યમાં 1) મૃત્યુની ઘટના બની છે. જેલ અને પોલીસ કસ્ટડી દરમ્યાન કેદના અમદાવાદ શહેરમાં 27 જેટલી સૌથી વધુ ઘટના બની છે. માનવ અધિકાર આયોગને 2024-25 દરમ્યાન બાળકો સંબંધિત, આરોગ્ય અંગે, જમીન સંબંધિત, મહિલા અધિકાર, મજૂરોના શોષણ અંગે, લઘુમતી સાથે ભેદભાવ અંગે, પોલીસના દુર્વ્યવહાર અંગે, પર્યાવરણ સંબંધિત, હિંસા સંબંધિત અને મહિલાઓ પર અત્યાચાર અંગેની ફરિયાદો મળી હતી. આ બધીજ ફરિયાદોમાં અમદાવાદ શહેર સૌથી મોખરે હોવાનો વિગતો આયોગે રિપોર્ટમાં દર્શાવી છે. જેમાં વર્ષ 2024 દરમ્યાન 16 લાખ સુધીના વળતરની સરકારને ભલામણ કરેલી છે. આયોગને મળેલી 2583 ફરિયાદોમાંથી 2016 ફરિયાદોનો નિકાલ કર્યો છે. જ્યારે 567 ફરિયાદો - કેસો પડતર રહ્યા છે. આયોગને 2023-24માં આયોગને 2627 અને 2022-23માં 2576 જેટલી કેસો મળ્યા હતા.કચ્છમાં માંડવી નગરપાલિકા સિસ્ટમમાં આપવા બાબતમાં હતા. જેમાં એક મહિલાનું મૃત્યુ થયું હતું. આ ઘટના મીડિયા રિપોર્ટના આધારે સુઓમોટો કાર્યવાહી કરીને મૃતક મહિલાના વારસદારોને 3 લાખનું વળતર મળે તેવો આદેશ કરાયો હતો. બનાસકાંઠાના પાનેરામાં પાંચ બાળકો પ્રાથમિક શાળામાં શૌચાલય નહીં હોવા અંગે ફરિયાદ મળતા આયોગની કાર્યવાહીના આધારે શાળામાં નવીન શૌચાલય બનાવવામાં આવ્યું હતું. બોટાદમાં પોલીસ કસ્ટડીમાં મૃત્યુના કેસમાં 2 લાખનું વળતર ચૂકવવા આદેશ કરાયો હતો. મોરબીમાં એક ફેક્ટરીમાં બોઈલર ફાટતા બે શ્રમીકોના મૃત્યુના કેસમાં મૃતકોના પરિવારના સભ્યોને 10 લાખનું વળતર આપવા આદેશ કરાયો હતો. રાજકોટ ખાતે પીપળીયામાં આયોગે મીડિયા રિપોર્ટિંગના આધારે તપાસ કરાવતા પો.થી 10ની બુટીયા ચૂકવવા આદેશ કરવામાં આવી હતી. [22,151,386,822]
story-body: ગાંધીનગર : વર્તમાન વૈશ્વિક પરિસ્થિતિને ધ્યાનમાં રાખીને પીએમ નરેન્દ્ર મોદીએ આપેલ દિશા-નિર્દેશોના પગલે સીએમ ભૂપેન્દ્ર પટેલે ગાંધીનગરમાં એક ઉચ્ચસ્તરીય બેઠક યોજી હતી. આ બેઠકમાં રાજ્યમાં પેટ્રોલ, ડીઝલ, ગેસ અને ખાતર સહિતની આવશ્યક ચીજવસ્તુઓના પુરવઠા અને વિતરણ વ્યવસ્થાની સર્વગ્રાહી સમીક્ષા કરવામાં આવી હતી. [1016,197,1231,350]
notice-body: સુરત ડિસ્ટ્રીક્ટ, મજુરા સબ ડિસ્ટ્રીક્ટ, મોજે ગામ સુલતાનાબાદના રે.સ.નં. ૪૬૪ + ૪૬૬/૧ તથા ૪૬૬/૨ પૈકી બ્લોક નં. ૧૯૩ જેનું કુલ ક્ષેત્રફળ ૧૯,૫૪૬.૫૦ ચો.મી. છે. તે જમીનમાં આવેલ ખાનગી પ્લોટ નં. ૮ જેનું ક્ષેત્રફળ ૫૨૪.૦૦ ચો.મી. છે. તે મિલકત તેના હાલના માલિક દ્વારા અમારા અસીલોને વેચાણ આપવાનું નક્કી કરેલ છે. તો આ મિલકત અંગે કોઈપણ વ્યક્તિ, સંસ્થા, બેંક કે ફાઇનાન્સ કંપનીનો હક્ક, હિત, હિસ્સો, બોજો, લીયન, ગીરો, કરાર કે તકરાર હોય તો આ નોટીસ પ્રસિદ્ધ થયાના દિન-૧૪ માં લેખિત પુરાવાઓ સાથે અમારી ઓફિસમાં જણાવવું. ત્યારબાદ આવેલ કોઈ તકરાર ધ્યાને લેવામાં આવશે નહીં અને અમારા અસીલો વેચાણ વ્યવહાર પૂર્ણ કરશે. ત્યારબાદ કોઈની કોઈ તકરાર ચાલશે નહીં જેની નોંધ લેવી. [402,1197,779,1360]
tukdi-banner [22,1758,204,1866]
page-date: રવિવાર ૨૯ માર્ચ, ૨૦૨૬ [1465,9,1611,27]
table-cell: ૦૫ [232,1384,299,1398]
table-cell: ૦૧ [232,1398,299,1412]
advocate-desig: તે ખરીદનારના એડવોકેટ [1101,1556,1199,1568]
story-kicker: મુખ્યમંત્રીની અધ્યક્ષતામાં બેઠક, સંગ્રહખોરો સામે કડક કાર્યવાહીની સૂચના [1016,144,1195,190]
ad-body: એકાઉન્ટ માટે B.com થયેલ અનુભવી વ્યક્તિ જરૂર છે. ડોલીન ઇન્ડસ્ટ્રીઝ, જૂની GIDC, કતારગામ. 9879009133 [1148,1774,1319,1814]
advocate-name: દિવ્યાંગ સી. જોષી [1064,1533,1199,1556]
notice-title: :: દસ્તાવેજ ખોવાયેલ અંગેની જાહેર નોટીસ :: [800,654,1199,674]
notice-office: ઓફિસ : ૫૦૮, આઈકોન બીલ્ડીંગ, પીપલોદ, સુરત. મો.૯૯૭૪૭ ૭૧૦૦૦ [402,938,547,964]
ad-body: 756/ 1484/ 3612/ 7308 વિગેરેના પ્લોટ ખરીદ/ વેચાણ કરવા માટે સંપર્ક. 8866478300, 9825141500 (118) [1339,1907,1460,1975]
